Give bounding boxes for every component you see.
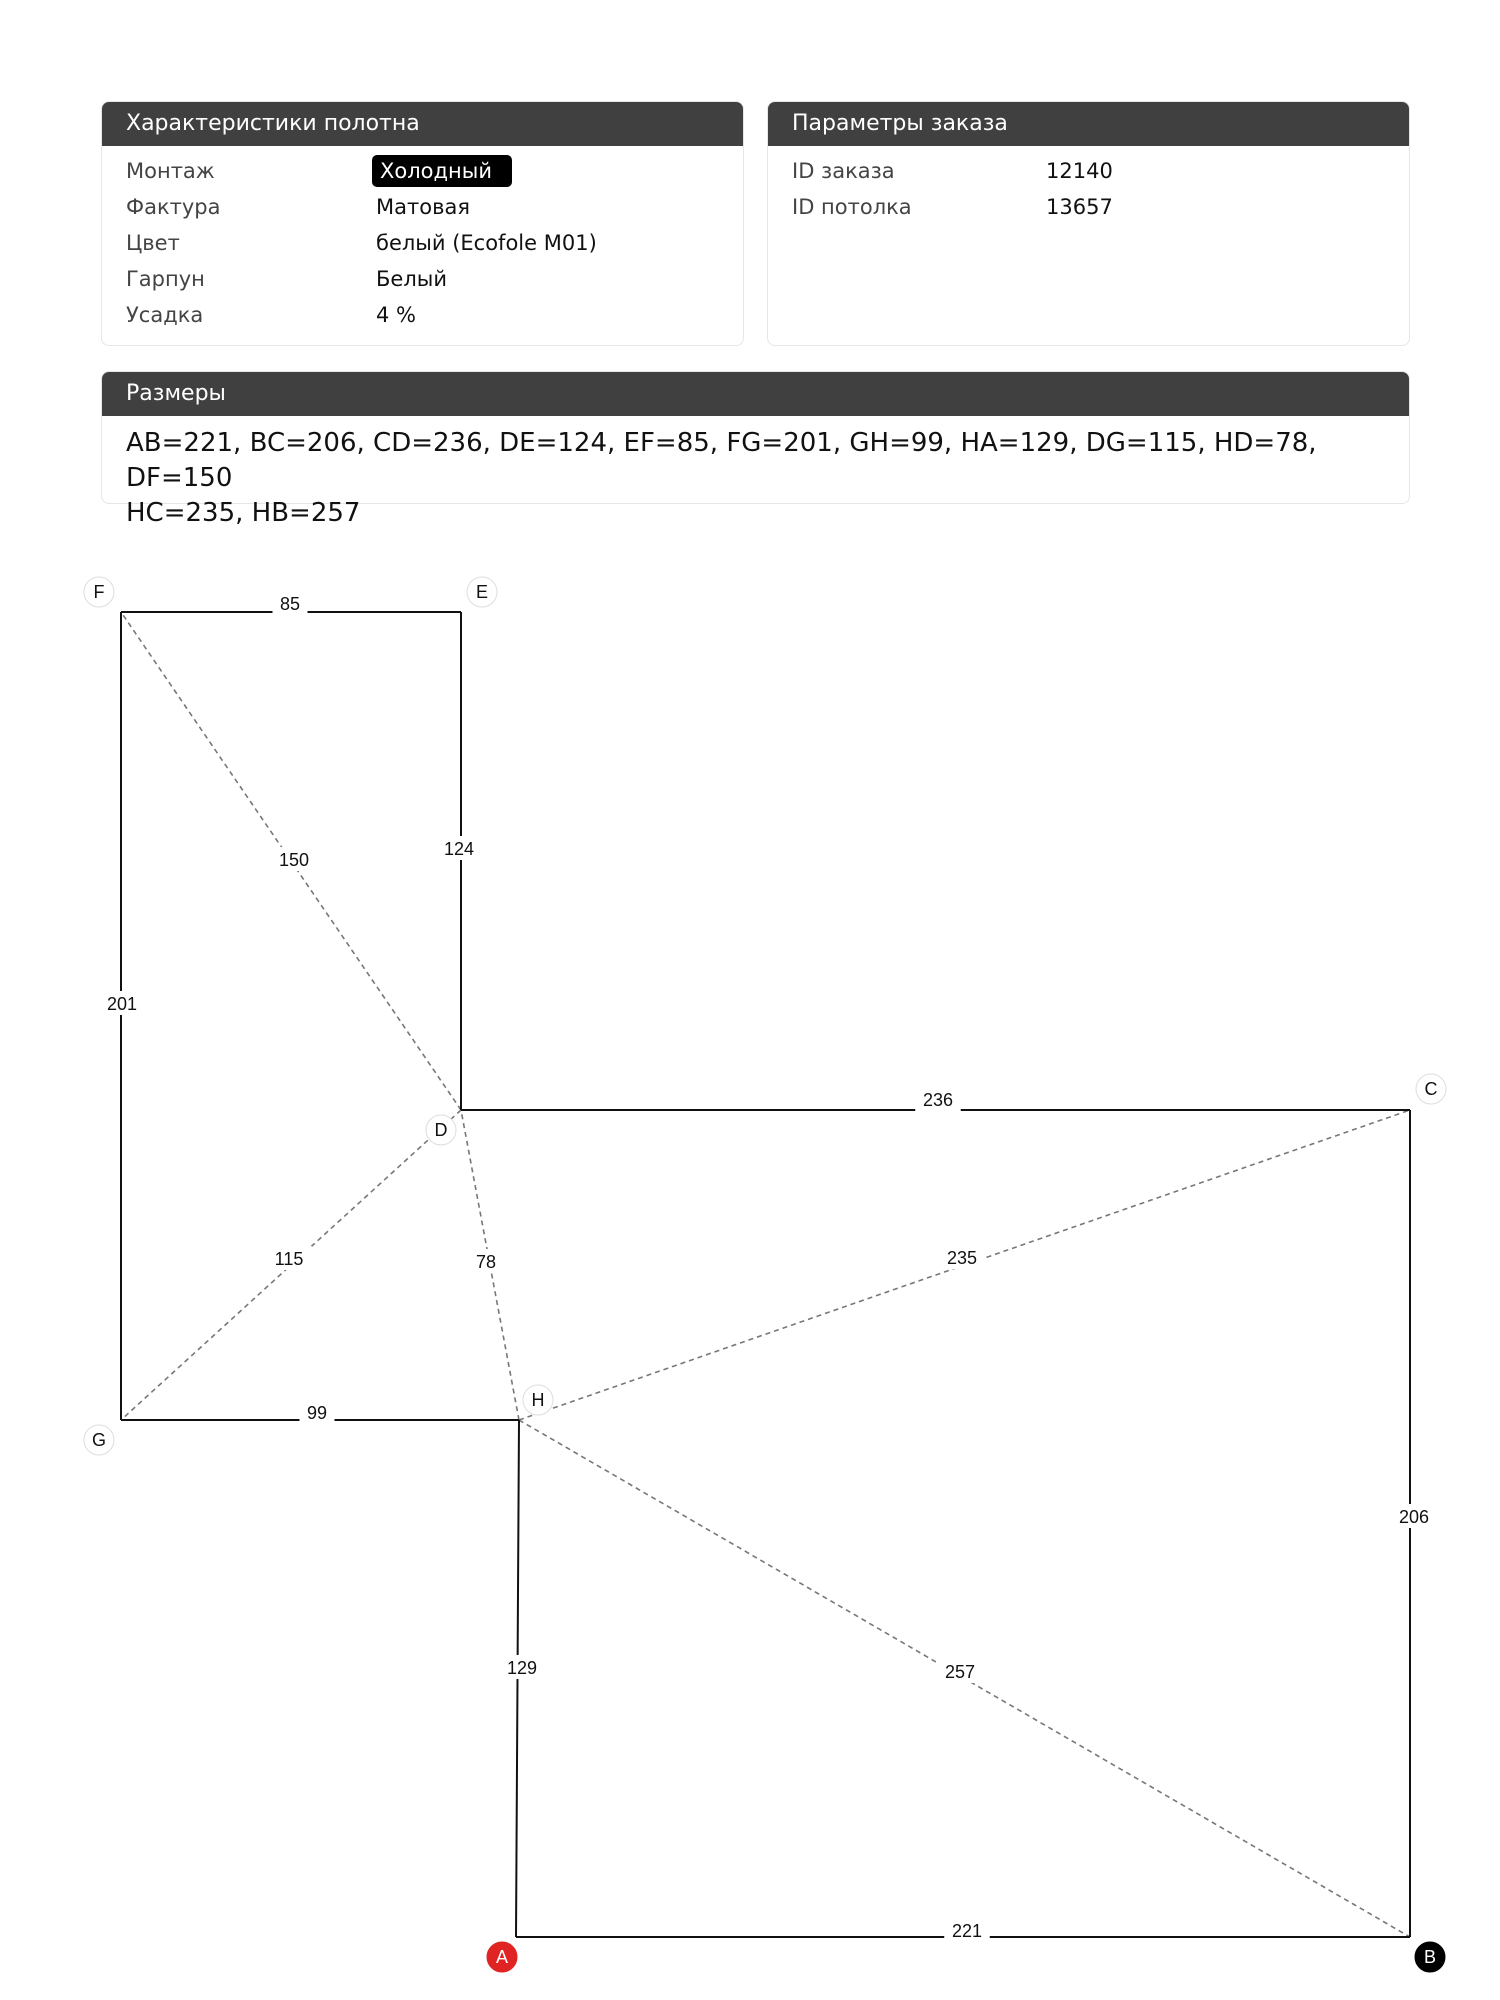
diagonal-length-HD [469,1249,504,1273]
property-label: Усадка [126,303,204,327]
property-value: белый (Ecofole M01) [376,231,597,255]
diagonal-length-HC [939,1245,985,1269]
order-label: ID заказа [792,159,895,183]
svg-text:A: A [495,1947,509,1967]
vertex-A [487,1942,517,1972]
ceiling-drawing [0,540,1500,2000]
property-row-texture [102,190,743,224]
svg-text:201: 201 [106,994,138,1014]
wall-length-HA [499,1655,545,1679]
property-label: Гарпун [126,267,205,291]
vertices-layer [84,577,1446,1972]
svg-text:124: 124 [443,839,475,859]
dimensions-list [126,426,1396,531]
svg-text:C: C [1424,1079,1438,1099]
vertex-G [84,1425,114,1455]
dimensions-card [101,371,1410,528]
svg-text:236: 236 [922,1090,954,1110]
svg-text:H: H [531,1390,545,1410]
property-label: Фактура [126,195,221,219]
property-label: Монтаж [126,159,215,183]
property-row-harpoon [102,262,743,296]
wall-length-DE [436,836,482,860]
property-row-color [102,226,743,260]
svg-text:221: 221 [951,1921,983,1941]
svg-text:257: 257 [944,1662,976,1682]
order-row-id [768,154,1409,188]
svg-text:F: F [93,582,105,602]
svg-text:150: 150 [278,850,310,870]
property-value: 4 % [376,303,416,327]
svg-text:D: D [434,1120,448,1140]
order-row-ceiling-id [768,190,1409,224]
svg-text:206: 206 [1398,1507,1430,1527]
svg-text:115: 115 [274,1249,304,1269]
diagonals-layer [121,612,1410,1937]
wall-length-EF [273,591,308,615]
svg-text:235: 235 [946,1248,978,1268]
walls-layer [121,612,1410,1937]
svg-text:99: 99 [306,1403,328,1423]
order-label: ID потолка [792,195,912,219]
vertex-B [1415,1942,1445,1972]
wall-length-BC [1391,1504,1437,1528]
property-label: Цвет [126,231,180,255]
order-parameters-title: Параметры заказа [768,102,1409,146]
ceiling-id-value: 13657 [1046,195,1113,219]
property-value: Белый [376,267,447,291]
length-labels-layer [99,591,1437,1942]
vertex-H [523,1385,553,1415]
mount-type-badge: Холодный [372,155,512,187]
svg-text:78: 78 [475,1252,497,1272]
wall-length-GH [300,1400,335,1424]
diagonal-length-HB [937,1659,983,1683]
svg-text:E: E [475,582,489,602]
svg-text:B: B [1423,1947,1437,1967]
dimensions-line-1: AB=221, BC=206, CD=236, DE=124, EF=85, FG=201, GH=99, HA=129, DG=115, HD=78, DF=150 [126,428,1317,493]
wall-length-FG [99,991,145,1015]
svg-text:G: G [91,1430,107,1450]
vertex-E [467,577,497,607]
order-id-value: 12140 [1046,159,1113,183]
fabric-properties-title: Характеристики полотна [102,102,743,146]
diagonal-length-DG [266,1246,312,1270]
vertex-D [426,1115,456,1145]
wall-length-AB [944,1918,990,1942]
fabric-properties-card [101,101,744,346]
diagonal-length-DF [271,847,317,871]
svg-text:85: 85 [279,594,301,614]
vertex-F [84,577,114,607]
dimensions-title: Размеры [102,372,1409,416]
svg-text:129: 129 [506,1658,538,1678]
property-row-shrinkage [102,298,743,332]
property-row-mount [102,154,743,188]
vertex-C [1416,1074,1446,1104]
property-value: Матовая [376,195,470,219]
dimensions-line-2: HC=235, HB=257 [126,498,361,528]
order-parameters-card [767,101,1410,346]
wall-length-CD [915,1087,961,1111]
